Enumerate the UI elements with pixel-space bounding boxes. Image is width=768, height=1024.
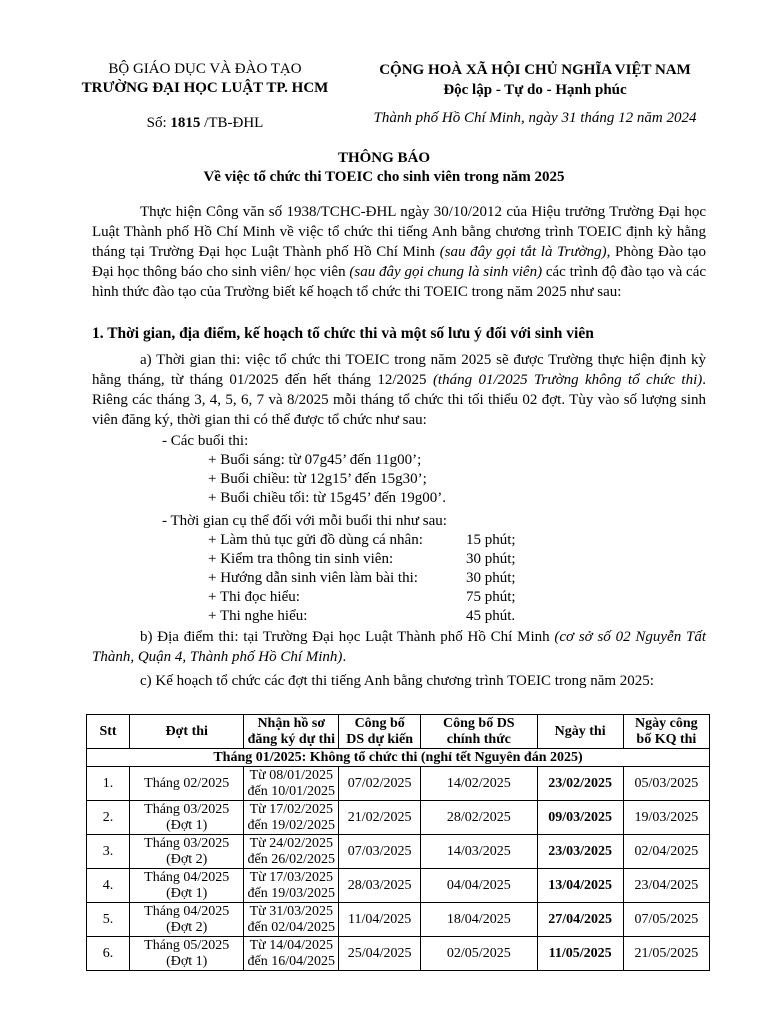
- column-header: Ngày công bố KQ thi: [623, 715, 709, 749]
- table-row: 6. Tháng 05/2025 (Đợt 1) Từ 14/04/2025 đến 16/04/2025 25/04/2025 02/05/2025 11/05/2025 21/05/2025: [87, 937, 710, 971]
- intro-paragraph: Thực hiện Công văn số 1938/TCHC-ĐHL ngày 30/10/2012 của Hiệu trưởng Trường Đại học Luật Thành phố Hồ Chí Minh về việc tổ chức thi tiếng Anh bằng chương trình TOEIC định kỳ hằng tháng tại Trường Đại học Luật Thành phố Hồ Chí Minh (sau đây gọi tắt là Trường), Phòng Đào tạo Đại học thông báo cho sinh viên/ học viên (sau đây gọi chung là sinh viên) các trình độ đào tạo và các hình thức đào tạo của Trường biết kế hoạch tổ chức thi TOEIC trong năm 2025 như sau:: [92, 204, 707, 300]
- table-note-row: Tháng 01/2025: Không tổ chức thi (nghỉ tết Nguyên đán 2025): [87, 749, 710, 767]
- document-title: THÔNG BÁO: [337, 150, 431, 166]
- country-name: CỘNG HOÀ XÃ HỘI CHỦ NGHĨA VIỆT NAM: [379, 62, 691, 78]
- place-date: Thành phố Hồ Chí Minh, ngày 31 tháng 12 năm 2024: [373, 110, 697, 126]
- durations-label: - Thời gian cụ thể đối với mỗi buổi thi như sau:: [162, 513, 447, 529]
- table-row: 4. Tháng 04/2025 (Đợt 1) Từ 17/03/2025 đến 19/03/2025 28/03/2025 04/04/2025 13/04/2025 23/04/2025: [87, 869, 710, 903]
- table-row: 5. Tháng 04/2025 (Đợt 2) Từ 31/03/2025 đến 02/04/2025 11/04/2025 18/04/2025 27/04/2025 07/05/2025: [87, 903, 710, 937]
- exam-location-paragraph: b) Địa điểm thi: tại Trường Đại học Luật Thành phố Hồ Chí Minh (cơ sở số 02 Nguyễn Tất Thành, Quận 4, Thành phố Hồ Chí Minh).: [92, 629, 706, 665]
- section-heading: 1. Thời gian, địa điểm, kế hoạch tổ chức thi và một số lưu ý đối với sinh viên: [92, 325, 594, 342]
- table-row: 1. Tháng 02/2025 Từ 08/01/2025 đến 10/01/2025 07/02/2025 14/02/2025 23/02/2025 05/03/2025: [87, 767, 710, 801]
- sessions-label: - Các buổi thi:: [162, 433, 249, 449]
- issuer-block: [60, 60, 350, 133]
- exam-time-paragraph: a) Thời gian thi: việc tổ chức thi TOEIC trong năm 2025 sẽ được Trường thực hiện định kỳ hằng tháng, từ tháng 01/2025 đến hết tháng 12/2025 (tháng 01/2025 Trường không tổ chức thi). Riêng các tháng 3, 4, 5, 6, 7 và 8/2025 mỗi tháng tổ chức thi tối thiểu 02 đợt. Tùy vào số lượng sinh viên đăng ký, thời gian thi có thể được tổ chức như sau:: [92, 352, 706, 428]
- list-item: + Kiểm tra thông tin sinh viên: 30 phút;: [208, 551, 516, 567]
- column-header: Stt: [87, 715, 130, 749]
- list-item: + Buổi sáng: từ 07g45’ đến 11g00’;: [208, 452, 422, 468]
- exam-schedule-table: [86, 714, 710, 971]
- column-header: Đợt thi: [130, 715, 244, 749]
- durations-list: [162, 512, 516, 626]
- national-motto: Độc lập - Tự do - Hạnh phúc: [443, 82, 627, 98]
- column-header: Nhận hồ sơ đăng ký dự thi: [244, 715, 339, 749]
- table-row: 2. Tháng 03/2025 (Đợt 1) Từ 17/02/2025 đến 19/02/2025 21/02/2025 28/02/2025 09/03/2025 19/03/2025: [87, 801, 710, 835]
- list-item: + Buổi chiều tối: từ 15g45’ đến 19g00’.: [208, 490, 446, 506]
- document-subtitle: Về việc tổ chức thi TOEIC cho sinh viên trong năm 2025: [203, 169, 565, 185]
- exam-plan-paragraph: c) Kế hoạch tổ chức các đợt thi tiếng Anh bằng chương trình TOEIC trong năm 2025:: [140, 673, 654, 689]
- list-item: + Hướng dẫn sinh viên làm bài thi: 30 phút;: [208, 570, 516, 586]
- list-item: + Buổi chiều: từ 12g15’ đến 15g30’;: [208, 471, 427, 487]
- table-row: 3. Tháng 03/2025 (Đợt 2) Từ 24/02/2025 đến 26/02/2025 07/03/2025 14/03/2025 23/03/2025 02/04/2025: [87, 835, 710, 869]
- column-header: Công bố DS chính thức: [421, 715, 537, 749]
- sessions-list: [162, 432, 446, 508]
- ministry-name: BỘ GIÁO DỤC VÀ ĐÀO TẠO: [108, 61, 302, 77]
- list-item: + Thi nghe hiểu: 45 phút.: [208, 608, 516, 624]
- table-header-row: [87, 715, 710, 749]
- column-header: Ngày thi: [537, 715, 623, 749]
- list-item: + Thi đọc hiểu: 75 phút;: [208, 589, 516, 605]
- university-name: TRƯỜNG ĐẠI HỌC LUẬT TP. HCM: [81, 80, 329, 96]
- column-header: Công bố DS dự kiến: [339, 715, 421, 749]
- document-number: Số: 1815 /TB-ĐHL: [146, 115, 264, 131]
- national-header: [352, 60, 718, 128]
- list-item: + Làm thủ tục gửi đồ dùng cá nhân: 15 phút;: [208, 532, 516, 548]
